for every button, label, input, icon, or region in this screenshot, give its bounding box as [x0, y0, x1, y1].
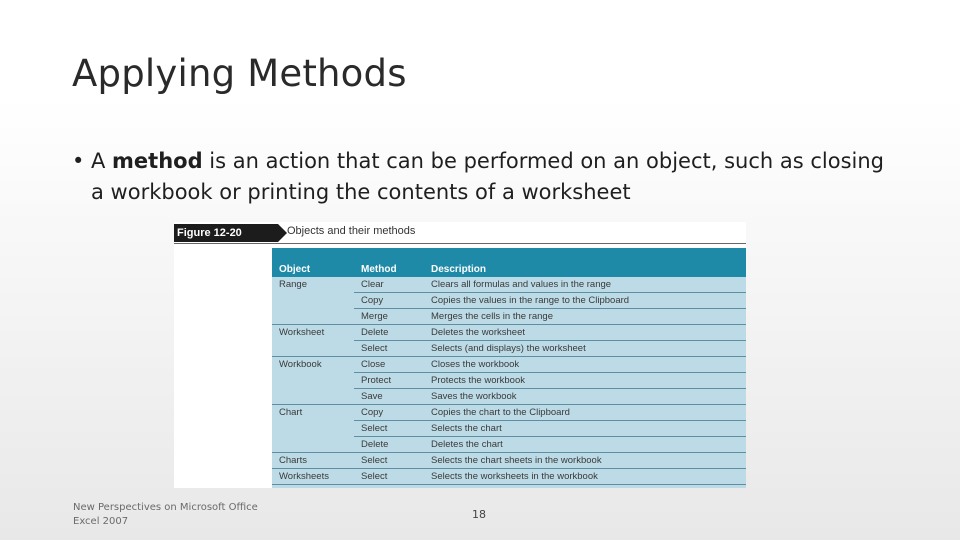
table-row — [272, 309, 746, 325]
bullet-icon: • — [72, 149, 85, 173]
cell-method: Clear — [354, 277, 424, 293]
cell-description: Selects (and displays) the worksheet — [424, 341, 746, 357]
page-number: 18 — [472, 508, 486, 521]
cell-method: Save — [354, 389, 424, 405]
cell-description: Selects the worksheets in the workbook — [424, 469, 746, 485]
column-header-description: Description — [424, 248, 746, 277]
cell-object: Worksheets — [272, 469, 354, 485]
table-row — [272, 293, 746, 309]
footer-text — [73, 501, 258, 529]
table-header-row — [272, 248, 746, 277]
footer-line-2: Excel 2007 — [73, 516, 129, 527]
cell-object — [272, 373, 354, 389]
cell-object — [272, 421, 354, 437]
cell-object — [272, 293, 354, 309]
cell-description: Protects the workbook — [424, 373, 746, 389]
cell-object — [272, 437, 354, 453]
cell-description: Selects the chart — [424, 421, 746, 437]
cell-method: Select — [354, 453, 424, 469]
cell-description: Copies the chart to the Clipboard — [424, 405, 746, 421]
cell-object: Chart — [279, 407, 303, 418]
figure-caption: Objects and their methods — [287, 225, 416, 237]
table-row — [272, 453, 746, 469]
cell-description: Deletes the worksheet — [424, 325, 746, 341]
bullet-text-post: is an action that can be performed on an object, such as closing a workbook or printing the contents of a worksheet — [91, 149, 884, 204]
bullet-text-pre: A — [91, 149, 113, 173]
bullet-point — [72, 146, 892, 208]
column-header-object: Object — [272, 248, 354, 277]
cell-description: Clears all formulas and values in the range — [424, 277, 746, 293]
cell-object — [272, 309, 354, 325]
cell-method: Copy — [354, 293, 424, 309]
cell-method: Merge — [354, 309, 424, 325]
cell-object: Workbook — [279, 359, 322, 370]
table-row — [272, 389, 746, 405]
cell-description: Closes the workbook — [424, 357, 746, 373]
bullet-term: method — [112, 149, 203, 173]
cell-method: Delete — [354, 437, 424, 453]
cell-description: Selects the chart sheets in the workbook — [424, 453, 746, 469]
cell-object — [272, 389, 354, 405]
bullet-text — [72, 146, 892, 208]
column-header-method: Method — [354, 248, 424, 277]
table-row — [272, 437, 746, 453]
figure-tag: Figure 12-20 — [174, 224, 278, 242]
table-row — [272, 357, 746, 373]
cell-method: Select — [354, 421, 424, 437]
cell-description: Merges the cells in the range — [424, 309, 746, 325]
cell-object: Worksheet — [279, 327, 325, 338]
table-row — [272, 405, 746, 421]
footer-line-1: New Perspectives on Microsoft Office — [73, 502, 258, 513]
figure-image — [174, 222, 746, 488]
cell-method: Close — [354, 357, 424, 373]
cell-object: Range — [279, 279, 307, 290]
cell-description: Copies the values in the range to the Clipboard — [424, 293, 746, 309]
table-row — [272, 341, 746, 357]
figure-header — [174, 222, 746, 244]
cell-description: Saves the workbook — [424, 389, 746, 405]
table-row — [272, 469, 746, 485]
cell-method: Select — [354, 341, 424, 357]
cell-object — [272, 341, 354, 357]
table-row — [272, 421, 746, 437]
cell-method: Select — [354, 469, 424, 485]
cell-object: Charts — [272, 453, 354, 469]
table-row — [272, 277, 746, 293]
table-row — [272, 325, 746, 341]
methods-table — [272, 248, 746, 485]
cell-method: Protect — [354, 373, 424, 389]
methods-table-wrapper — [272, 248, 746, 488]
slide-title: Applying Methods — [72, 52, 407, 95]
cell-method: Copy — [354, 405, 424, 421]
cell-method: Delete — [354, 325, 424, 341]
cell-description: Deletes the chart — [424, 437, 746, 453]
table-row — [272, 373, 746, 389]
